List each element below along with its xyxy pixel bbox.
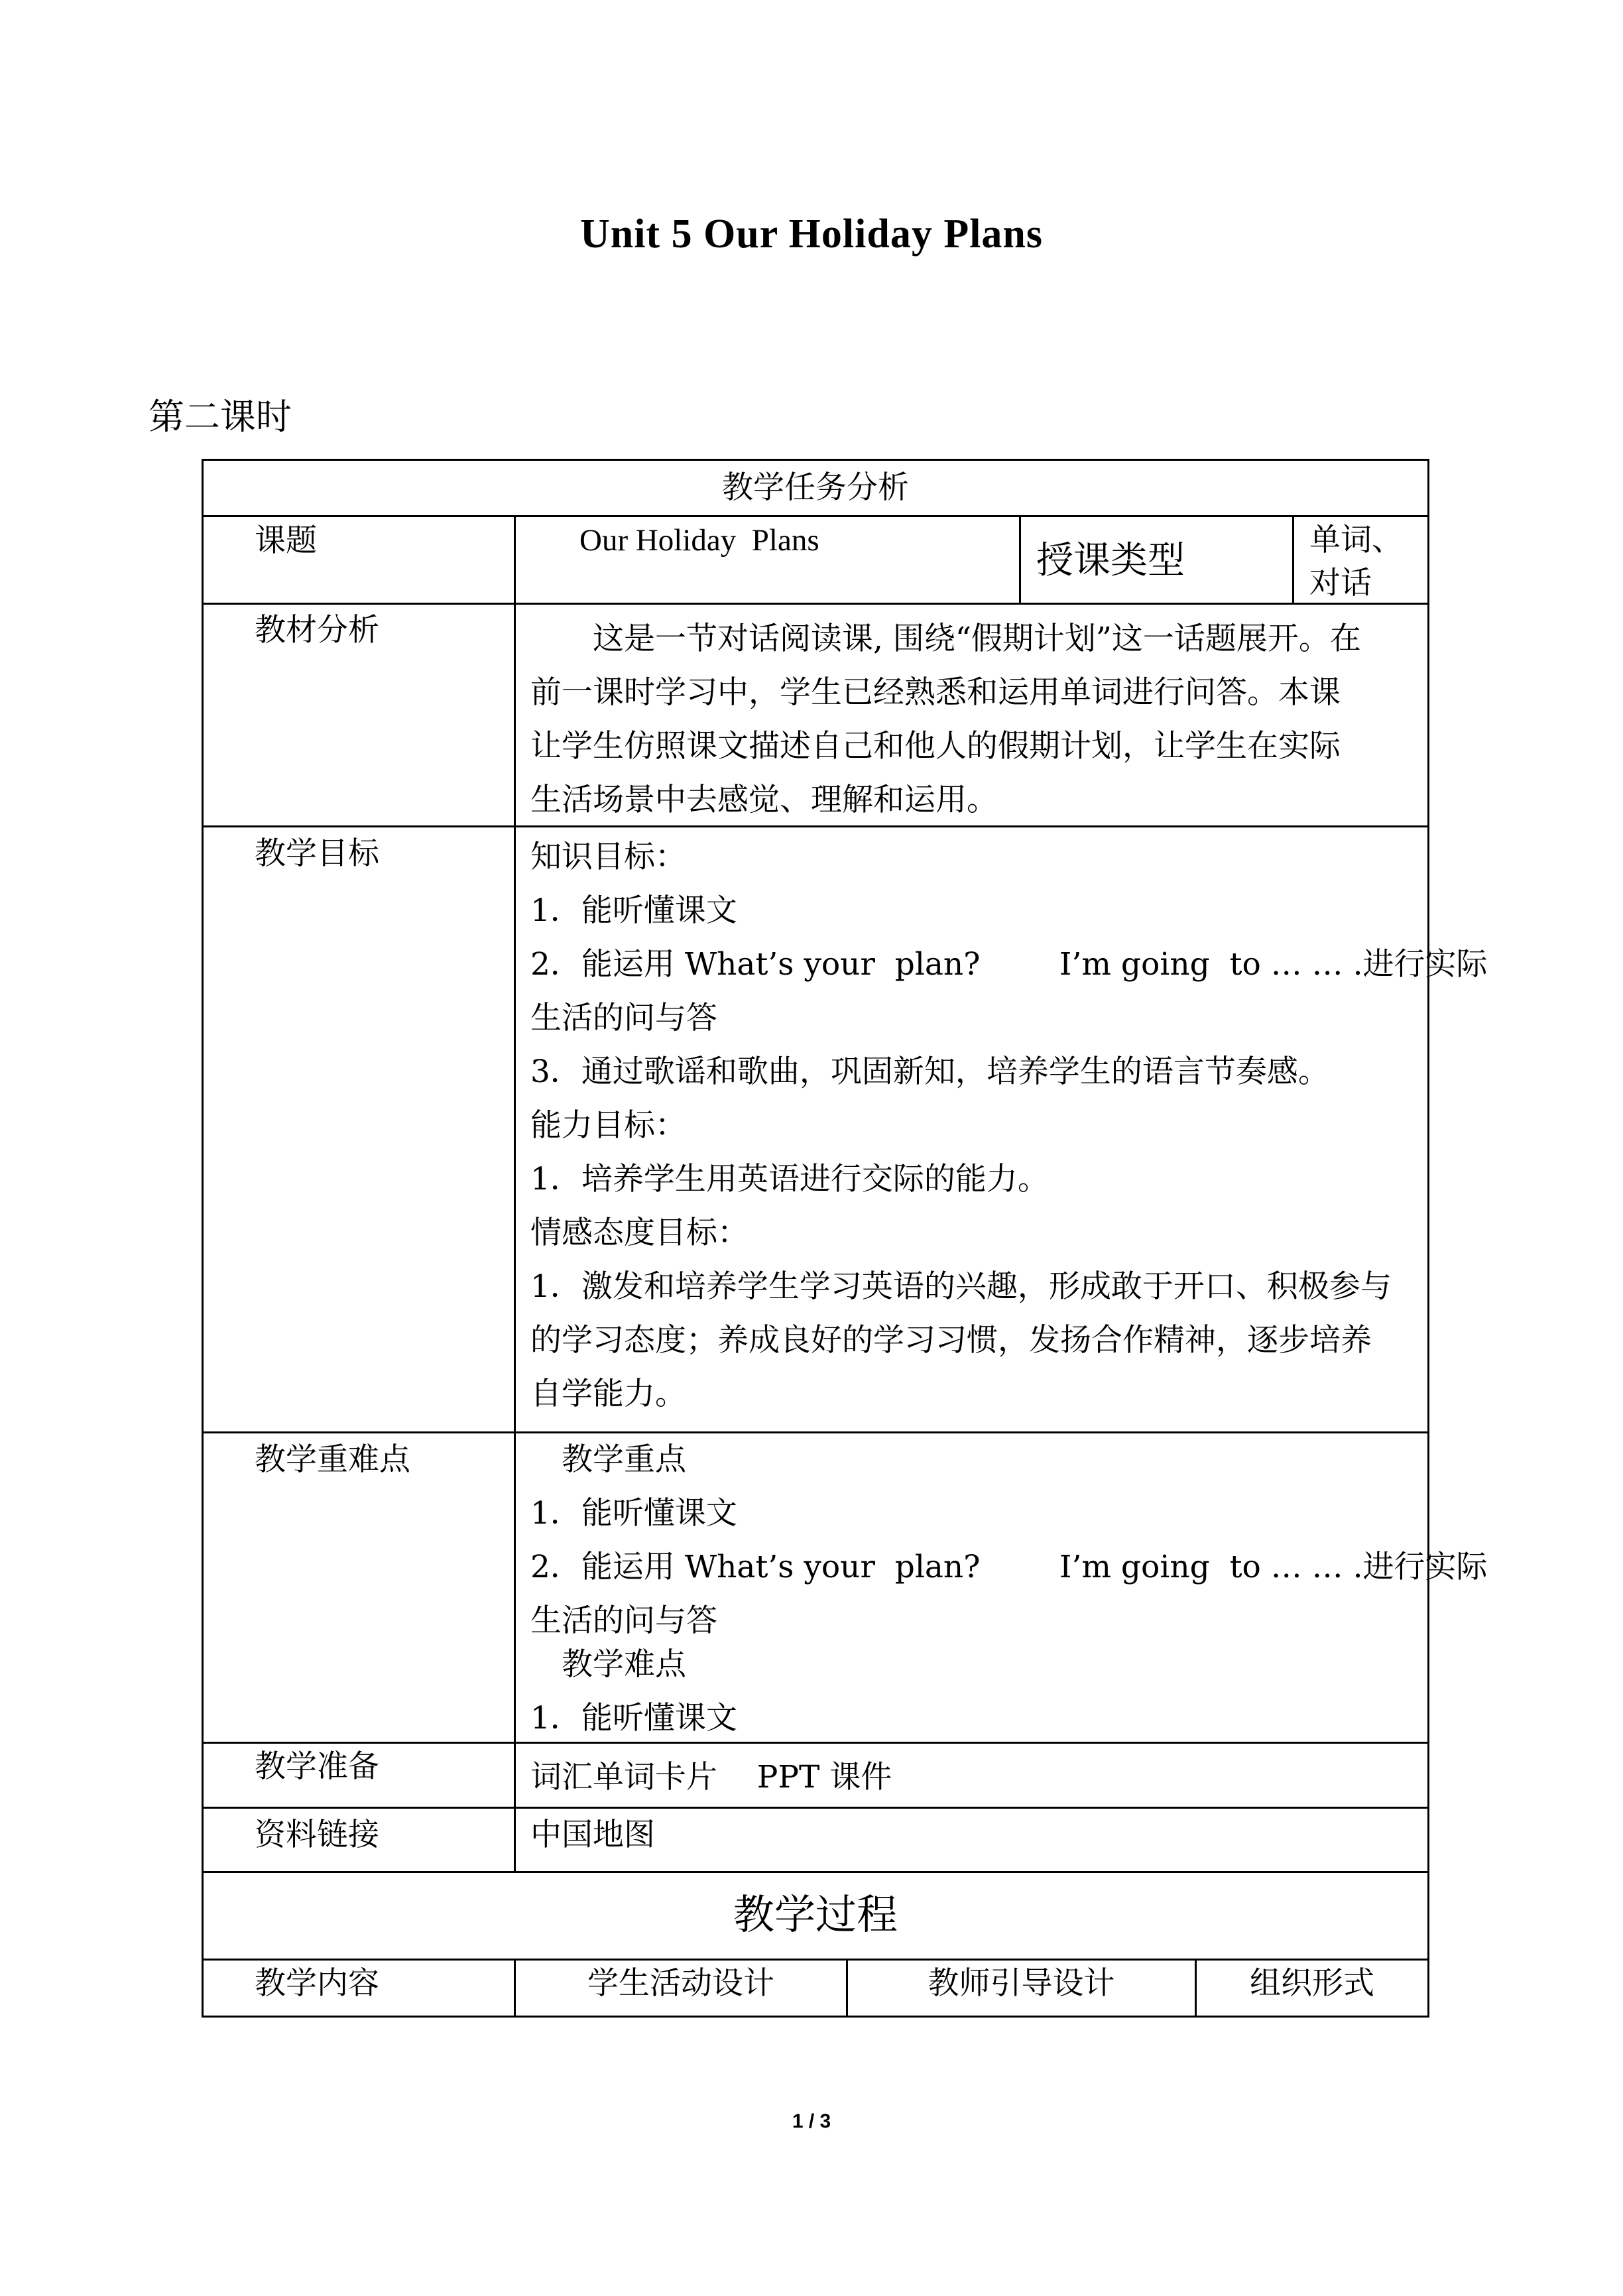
goals-line: 2．能运用 What’s your plan? I’m going to … … .进行实际 (530, 946, 1488, 983)
col-divider (514, 515, 516, 1873)
table-header: 教学任务分析 (722, 469, 909, 506)
keypoints-line: 1．能听懂课文 (530, 1700, 737, 1736)
goals-line: 的学习态度；养成良好的学习习惯，发扬合作精神，逐步培养 (530, 1322, 1372, 1359)
goals-line: 1．培养学生用英语进行交际的能力。 (530, 1161, 1049, 1197)
prep-label: 教学准备 (255, 1748, 379, 1785)
keypoints-line: 生活的问与答 (530, 1602, 717, 1639)
document-title: Unit 5 Our Holiday Plans (579, 211, 1044, 257)
keypoints-line: 教学难点 (530, 1646, 686, 1683)
prep-value: 词汇单词卡片 PPT 课件 (530, 1759, 892, 1795)
lesson-label: 第二课时 (149, 396, 292, 438)
topic-value: Our Holiday Plans (579, 523, 819, 558)
keypoints-line: 2．能运用 What’s your plan? I’m going to … … .进行实际 (530, 1549, 1488, 1585)
col-header-content: 教学内容 (255, 1965, 379, 2002)
goals-line: 3．通过歌谣和歌曲，巩固新知，培养学生的语言节奏感。 (530, 1054, 1329, 1090)
type-label: 授课类型 (1036, 539, 1185, 582)
col-header-form: 组织形式 (1250, 1965, 1374, 2002)
keypoints-line: 教学重点 (530, 1441, 686, 1478)
type-value-line1: 单词、 (1309, 522, 1403, 558)
page-number: 1 / 3 (792, 2110, 831, 2132)
process-header: 教学过程 (733, 1890, 898, 1939)
goals-line: 知识目标： (530, 839, 686, 875)
analysis-line: 这是一节对话阅读课, 围绕“假期计划”这一话题展开。在 (530, 621, 1361, 657)
col-header-teacher: 教师引导设计 (928, 1965, 1115, 2002)
goals-line: 1．能听懂课文 (530, 892, 737, 929)
col-divider (1019, 515, 1021, 605)
col-header-student: 学生活动设计 (587, 1965, 774, 2002)
type-value-line2: 对话 (1309, 565, 1372, 601)
row-divider (202, 1742, 1429, 1744)
analysis-line: 前一课时学习中，学生已经熟悉和运用单词进行问答。本课 (530, 674, 1341, 711)
keypoints-line: 1．能听懂课文 (530, 1495, 737, 1532)
analysis-line: 让学生仿照课文描述自己和他人的假期计划，让学生在实际 (530, 728, 1341, 764)
row-divider (202, 1871, 1429, 1873)
goals-line: 自学能力。 (530, 1376, 686, 1412)
analysis-label: 教材分析 (255, 612, 379, 648)
row-divider (202, 603, 1429, 605)
links-value: 中国地图 (530, 1817, 655, 1853)
table-border-left (202, 459, 204, 2018)
row-divider (202, 1807, 1429, 1809)
goals-label: 教学目标 (255, 835, 379, 872)
topic-label: 课题 (255, 522, 317, 559)
goals-line: 能力目标： (530, 1107, 686, 1144)
links-label: 资料链接 (255, 1817, 379, 1853)
goals-line: 1．激发和培养学生学习英语的兴趣，形成敢于开口、积极参与 (530, 1268, 1392, 1305)
keypoints-label: 教学重难点 (255, 1441, 410, 1478)
goals-line: 生活的问与答 (530, 1000, 717, 1036)
table-border-right (1427, 459, 1429, 2018)
goals-line: 情感态度目标： (530, 1215, 749, 1251)
table-border-bottom (202, 2016, 1429, 2018)
analysis-line: 生活场景中去感觉、理解和运用。 (530, 782, 998, 818)
col-divider (1292, 515, 1294, 605)
